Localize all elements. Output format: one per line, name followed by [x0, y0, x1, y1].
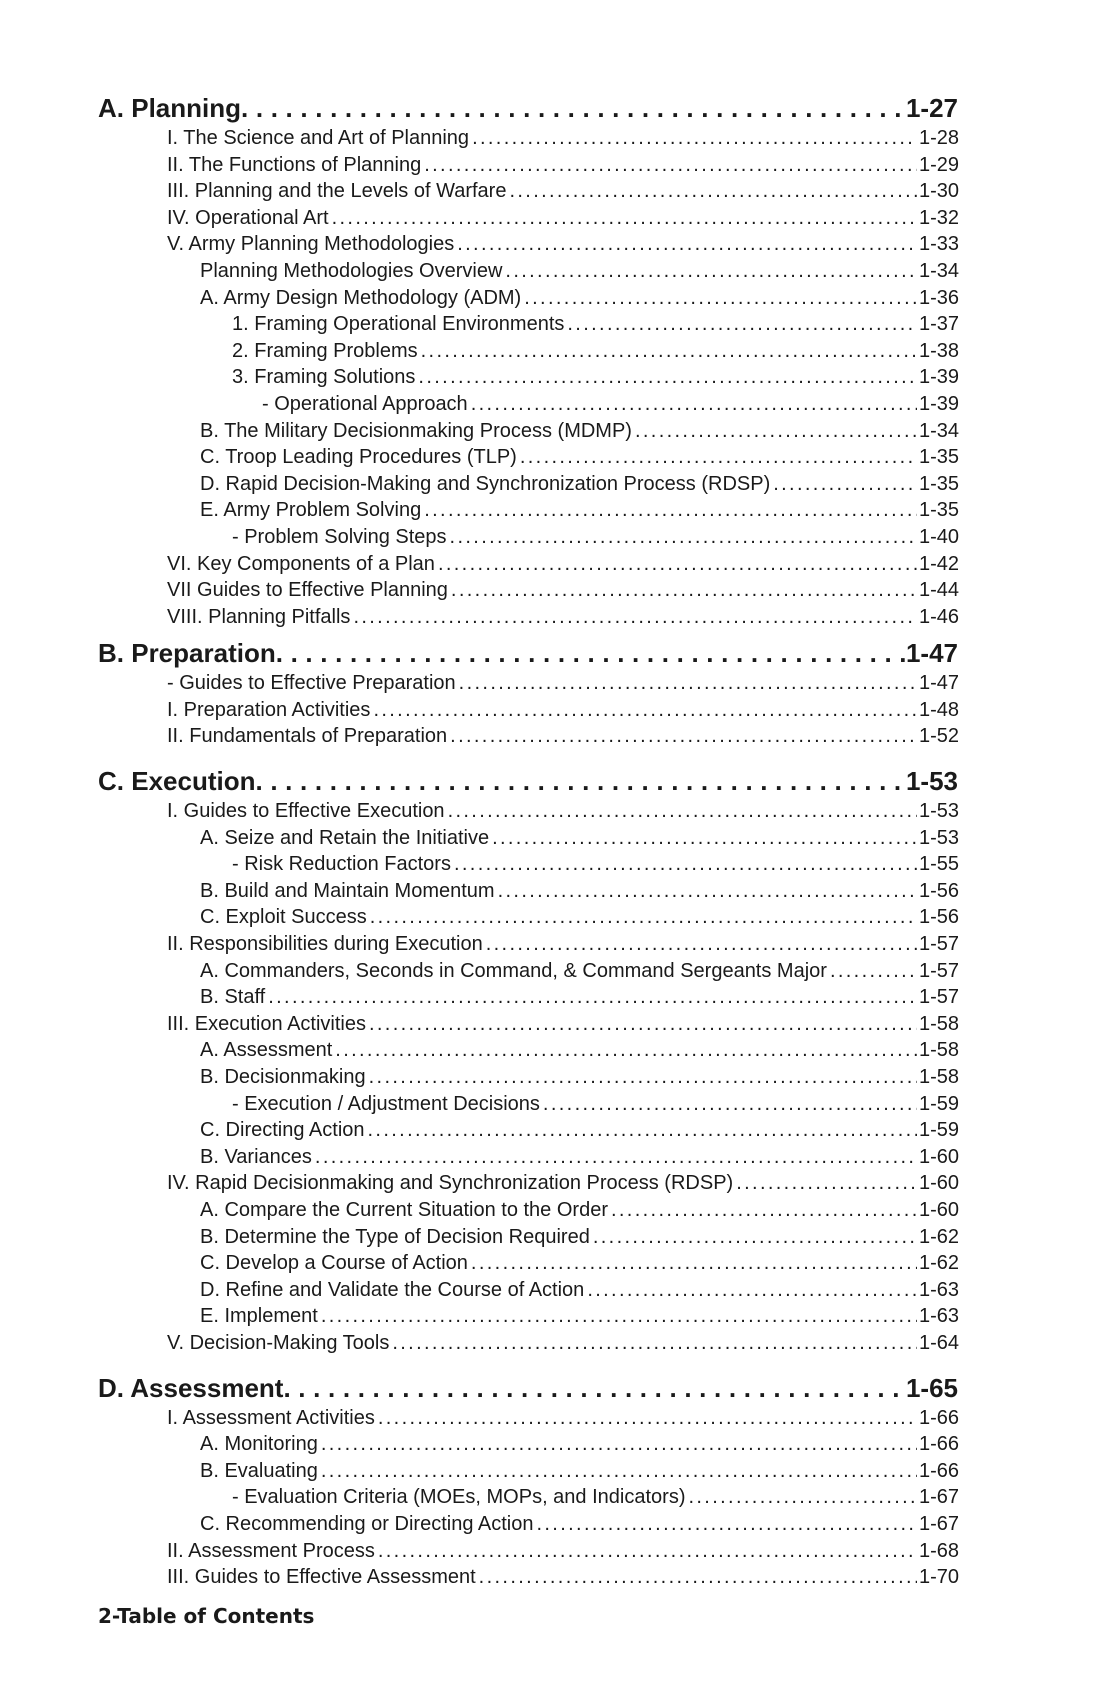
toc-entry[interactable]	[167, 180, 959, 207]
entry-page-number: 1-58	[918, 1039, 959, 1062]
dot-leader	[543, 1093, 917, 1116]
entry-page-number: 1-32	[918, 206, 959, 229]
toc-entry[interactable]	[200, 260, 959, 287]
dot-leader	[418, 366, 917, 389]
toc-entry[interactable]	[232, 313, 959, 340]
toc-entry[interactable]	[200, 827, 959, 854]
page-footer: 2-Table of Contents	[98, 1604, 315, 1628]
entry-page-number: 1-48	[918, 698, 959, 721]
dot-leader	[451, 579, 917, 602]
dot-leader	[335, 1039, 917, 1062]
entry-page-number: 1-37	[918, 313, 959, 336]
entry-title: E. Army Problem Solving	[200, 499, 422, 522]
dot-leader	[438, 553, 917, 576]
toc-entry[interactable]	[200, 906, 959, 933]
dot-leader	[373, 699, 917, 722]
dot-leader	[524, 287, 917, 310]
entry-page-number: 1-47	[918, 672, 959, 695]
entry-page-number: 1-42	[918, 552, 959, 575]
dot-leader	[611, 1199, 917, 1222]
toc-entry[interactable]	[167, 1332, 959, 1359]
entry-page-number: 1-39	[918, 366, 959, 389]
entry-title: D. Rapid Decision-Making and Synchronization Process (RDSP)	[200, 472, 771, 495]
dot-leader	[276, 638, 906, 669]
entry-title: A. Monitoring	[200, 1433, 318, 1456]
dot-leader	[736, 1172, 917, 1195]
toc-section	[0, 638, 1100, 752]
entry-title: E. Implement	[200, 1305, 318, 1328]
toc-entry[interactable]	[232, 853, 959, 880]
dot-leader	[421, 340, 917, 363]
entry-page-number: 1-62	[918, 1225, 959, 1248]
toc-entry[interactable]	[200, 1252, 959, 1279]
dot-leader	[255, 766, 905, 797]
entry-page-number: 1-57	[918, 959, 959, 982]
dot-leader	[268, 986, 917, 1009]
entry-title: A. Compare the Current Situation to the Order	[200, 1198, 608, 1221]
toc-entry[interactable]	[200, 1460, 959, 1487]
dot-leader	[332, 207, 917, 230]
toc-entry[interactable]	[200, 1066, 959, 1093]
entry-page-number: 1-58	[918, 1066, 959, 1088]
entry-page-number: 1-66	[918, 1433, 959, 1456]
toc-entry[interactable]	[200, 1433, 959, 1460]
entry-title: III. Execution Activities	[167, 1012, 366, 1035]
dot-leader	[353, 606, 917, 629]
toc-entry[interactable]	[232, 526, 959, 553]
dot-leader	[457, 233, 917, 256]
dot-leader	[773, 473, 917, 496]
toc-entry[interactable]	[200, 1039, 959, 1066]
dot-leader	[509, 180, 917, 203]
entry-page-number: 1-60	[918, 1145, 959, 1168]
toc-entry[interactable]	[167, 672, 959, 699]
dot-leader	[283, 1373, 906, 1404]
dot-leader	[450, 725, 917, 748]
entry-page-number: 1-44	[918, 579, 959, 602]
section-page-number: 1-65	[905, 1372, 958, 1403]
toc-entry[interactable]	[200, 1199, 959, 1226]
entry-page-number: 1-66	[918, 1459, 959, 1482]
dot-leader	[448, 800, 917, 823]
section-page-number: 1-47	[905, 638, 958, 669]
entry-page-number: 1-53	[918, 826, 959, 849]
entry-page-number: 1-55	[918, 853, 959, 876]
toc-entry[interactable]	[200, 446, 959, 473]
toc-entry[interactable]	[167, 154, 959, 181]
dot-leader	[392, 1332, 917, 1355]
entry-page-number: 1-56	[918, 906, 959, 929]
entry-page-number: 1-57	[918, 986, 959, 1009]
entry-title: C. Develop a Course of Action	[200, 1252, 468, 1275]
toc-entry[interactable]	[200, 473, 959, 500]
toc-section	[0, 766, 1100, 1358]
entry-title: V. Army Planning Methodologies	[167, 233, 455, 256]
dot-leader	[321, 1433, 917, 1456]
dot-leader	[378, 1540, 917, 1563]
dot-leader	[321, 1460, 917, 1483]
entry-title: B. Evaluating	[200, 1459, 318, 1482]
entry-title: IV. Operational Art	[167, 206, 329, 229]
toc-section-heading[interactable]	[98, 766, 958, 800]
dot-leader	[241, 93, 906, 124]
entry-page-number: 1-59	[918, 1119, 959, 1142]
dot-leader	[315, 1146, 917, 1169]
entry-title: - Evaluation Criteria (MOEs, MOPs, and Indicators)	[232, 1486, 686, 1509]
toc-section-heading[interactable]	[98, 93, 958, 127]
entry-title: III. Guides to Effective Assessment	[167, 1566, 476, 1589]
dot-leader	[424, 499, 917, 522]
entry-title: 2. Framing Problems	[232, 339, 418, 362]
dot-leader	[505, 260, 917, 283]
toc-entry[interactable]	[200, 1119, 959, 1146]
toc-entry[interactable]	[200, 1305, 959, 1332]
entry-title: B. Variances	[200, 1145, 312, 1168]
dot-leader	[454, 853, 917, 876]
entry-title: - Guides to Effective Preparation	[167, 672, 456, 695]
toc-section	[0, 93, 1100, 632]
dot-leader	[424, 154, 917, 177]
entry-title: - Execution / Adjustment Decisions	[232, 1092, 540, 1115]
entry-page-number: 1-35	[918, 446, 959, 469]
toc-entry[interactable]	[167, 207, 959, 234]
toc-entry[interactable]	[200, 880, 959, 907]
entry-page-number: 1-63	[918, 1305, 959, 1328]
toc-entry[interactable]	[167, 127, 959, 154]
toc-section-heading[interactable]	[98, 1373, 958, 1407]
dot-leader	[567, 313, 917, 336]
entry-title: II. Responsibilities during Execution	[167, 933, 483, 956]
entry-page-number: 1-46	[918, 605, 959, 628]
toc-entry[interactable]	[167, 1566, 959, 1593]
dot-leader	[471, 1252, 917, 1275]
dot-leader	[688, 1486, 916, 1509]
section-title: D. Assessment	[98, 1372, 284, 1403]
section-page-number: 1-27	[905, 93, 958, 123]
dot-leader	[492, 827, 917, 850]
toc-entry[interactable]	[167, 699, 959, 726]
toc-entry[interactable]	[232, 340, 959, 367]
toc-entry[interactable]	[167, 933, 959, 960]
section-page-number: 1-53	[905, 766, 958, 797]
toc-entry[interactable]	[167, 1172, 959, 1199]
toc-entry[interactable]	[167, 606, 959, 633]
entry-page-number: 1-35	[918, 472, 959, 495]
entry-title: D. Refine and Validate the Course of Action	[200, 1278, 585, 1301]
dot-leader	[536, 1513, 916, 1536]
entry-title: C. Recommending or Directing Action	[200, 1512, 534, 1535]
dot-leader	[486, 933, 917, 956]
toc-entry[interactable]	[200, 986, 959, 1013]
dot-leader	[321, 1305, 917, 1328]
entry-title: VI. Key Components of a Plan	[167, 552, 435, 575]
dot-leader	[378, 1407, 917, 1430]
entry-page-number: 1-36	[918, 286, 959, 309]
dot-leader	[479, 1566, 917, 1589]
toc-entry[interactable]	[167, 233, 959, 260]
entry-page-number: 1-28	[918, 127, 959, 149]
entry-page-number: 1-29	[918, 153, 959, 176]
entry-page-number: 1-38	[918, 339, 959, 362]
toc-entry[interactable]	[167, 1407, 959, 1434]
entry-page-number: 1-34	[918, 419, 959, 442]
entry-title: - Risk Reduction Factors	[232, 853, 451, 876]
toc-entry[interactable]	[200, 420, 959, 447]
dot-leader	[587, 1279, 917, 1302]
entry-title: C. Exploit Success	[200, 906, 367, 929]
toc-entry[interactable]	[167, 1540, 959, 1567]
entry-page-number: 1-67	[918, 1486, 959, 1509]
entry-page-number: 1-53	[918, 800, 959, 823]
entry-title: II. Fundamentals of Preparation	[167, 725, 448, 748]
entry-page-number: 1-62	[918, 1252, 959, 1275]
entry-title: 1. Framing Operational Environments	[232, 313, 565, 336]
section-title: A. Planning	[98, 93, 241, 123]
entry-title: A. Assessment	[200, 1039, 333, 1062]
dot-leader	[472, 127, 917, 150]
entry-title: A. Seize and Retain the Initiative	[200, 826, 490, 849]
entry-page-number: 1-70	[918, 1566, 959, 1589]
dot-leader	[368, 1119, 917, 1142]
entry-title: - Operational Approach	[262, 392, 468, 415]
toc-entry[interactable]	[200, 499, 959, 526]
entry-title: B. Determine the Type of Decision Required	[200, 1225, 590, 1248]
toc-entry[interactable]	[262, 393, 959, 420]
entry-title: B. Staff	[200, 986, 266, 1009]
dot-leader	[593, 1226, 917, 1249]
entry-title: VII Guides to Effective Planning	[167, 579, 448, 602]
entry-title: A. Army Design Methodology (ADM)	[200, 286, 522, 309]
entry-page-number: 1-56	[918, 879, 959, 902]
entry-title: B. Build and Maintain Momentum	[200, 879, 495, 902]
entry-page-number: 1-34	[918, 259, 959, 282]
toc-entry[interactable]	[232, 1486, 959, 1513]
toc-entry[interactable]	[167, 579, 959, 606]
entry-title: II. Assessment Process	[167, 1539, 375, 1562]
dot-leader	[520, 446, 917, 469]
entry-page-number: 1-57	[918, 933, 959, 956]
entry-title: C. Directing Action	[200, 1119, 365, 1142]
toc-entry[interactable]	[167, 553, 959, 580]
dot-leader	[830, 960, 917, 983]
toc-entry[interactable]	[200, 287, 959, 314]
entry-page-number: 1-60	[918, 1198, 959, 1221]
toc-entry[interactable]	[232, 1093, 959, 1120]
dot-leader	[450, 526, 917, 549]
entry-page-number: 1-33	[918, 233, 959, 256]
entry-page-number: 1-64	[918, 1331, 959, 1354]
dot-leader	[471, 393, 917, 416]
entry-page-number: 1-35	[918, 499, 959, 522]
entry-title: I. The Science and Art of Planning	[167, 127, 470, 149]
entry-title: C. Troop Leading Procedures (TLP)	[200, 446, 517, 469]
toc-section-heading[interactable]	[98, 638, 958, 672]
entry-title: A. Commanders, Seconds in Command, & Command Sergeants Major	[200, 959, 827, 982]
section-title: C. Execution	[98, 766, 256, 797]
entry-title: 3. Framing Solutions	[232, 366, 416, 389]
entry-title: V. Decision-Making Tools	[167, 1331, 390, 1354]
entry-title: III. Planning and the Levels of Warfare	[167, 180, 507, 203]
toc-entry[interactable]	[167, 725, 959, 752]
entry-page-number: 1-52	[918, 725, 959, 748]
section-title: B. Preparation	[98, 638, 276, 669]
toc-entry[interactable]	[200, 1513, 959, 1540]
toc-entry[interactable]	[200, 1279, 959, 1306]
entry-page-number: 1-66	[918, 1406, 959, 1429]
entry-page-number: 1-39	[918, 392, 959, 415]
toc-section	[0, 1373, 1100, 1593]
entry-title: I. Guides to Effective Execution	[167, 800, 445, 823]
toc-entry[interactable]	[232, 366, 959, 393]
entry-page-number: 1-40	[918, 525, 959, 548]
entry-title: Planning Methodologies Overview	[200, 259, 503, 282]
entry-title: IV. Rapid Decisionmaking and Synchronization Process (RDSP)	[167, 1172, 734, 1195]
toc-entry[interactable]	[167, 1013, 959, 1040]
dot-leader	[498, 880, 917, 903]
entry-page-number: 1-60	[918, 1172, 959, 1195]
entry-title: - Problem Solving Steps	[232, 525, 447, 548]
entry-title: B. Decisionmaking	[200, 1066, 366, 1088]
entry-page-number: 1-30	[918, 180, 959, 203]
dot-leader	[635, 420, 917, 443]
entry-page-number: 1-58	[918, 1012, 959, 1035]
entry-title: B. The Military Decisionmaking Process (MDMP)	[200, 419, 632, 442]
entry-title: VIII. Planning Pitfalls	[167, 605, 351, 628]
entry-page-number: 1-68	[918, 1539, 959, 1562]
toc-entry[interactable]	[200, 960, 959, 987]
entry-page-number: 1-63	[918, 1278, 959, 1301]
entry-title: I. Preparation Activities	[167, 698, 371, 721]
entry-page-number: 1-59	[918, 1092, 959, 1115]
entry-title: I. Assessment Activities	[167, 1406, 375, 1429]
toc-entry[interactable]	[200, 1146, 959, 1173]
dot-leader	[369, 1013, 917, 1036]
toc-entry[interactable]	[200, 1226, 959, 1253]
entry-page-number: 1-67	[918, 1512, 959, 1535]
entry-title: II. The Functions of Planning	[167, 153, 422, 176]
dot-leader	[370, 906, 917, 929]
table-of-contents	[0, 93, 1100, 1593]
dot-leader	[459, 672, 917, 695]
dot-leader	[369, 1066, 917, 1089]
toc-entry[interactable]	[167, 800, 959, 827]
